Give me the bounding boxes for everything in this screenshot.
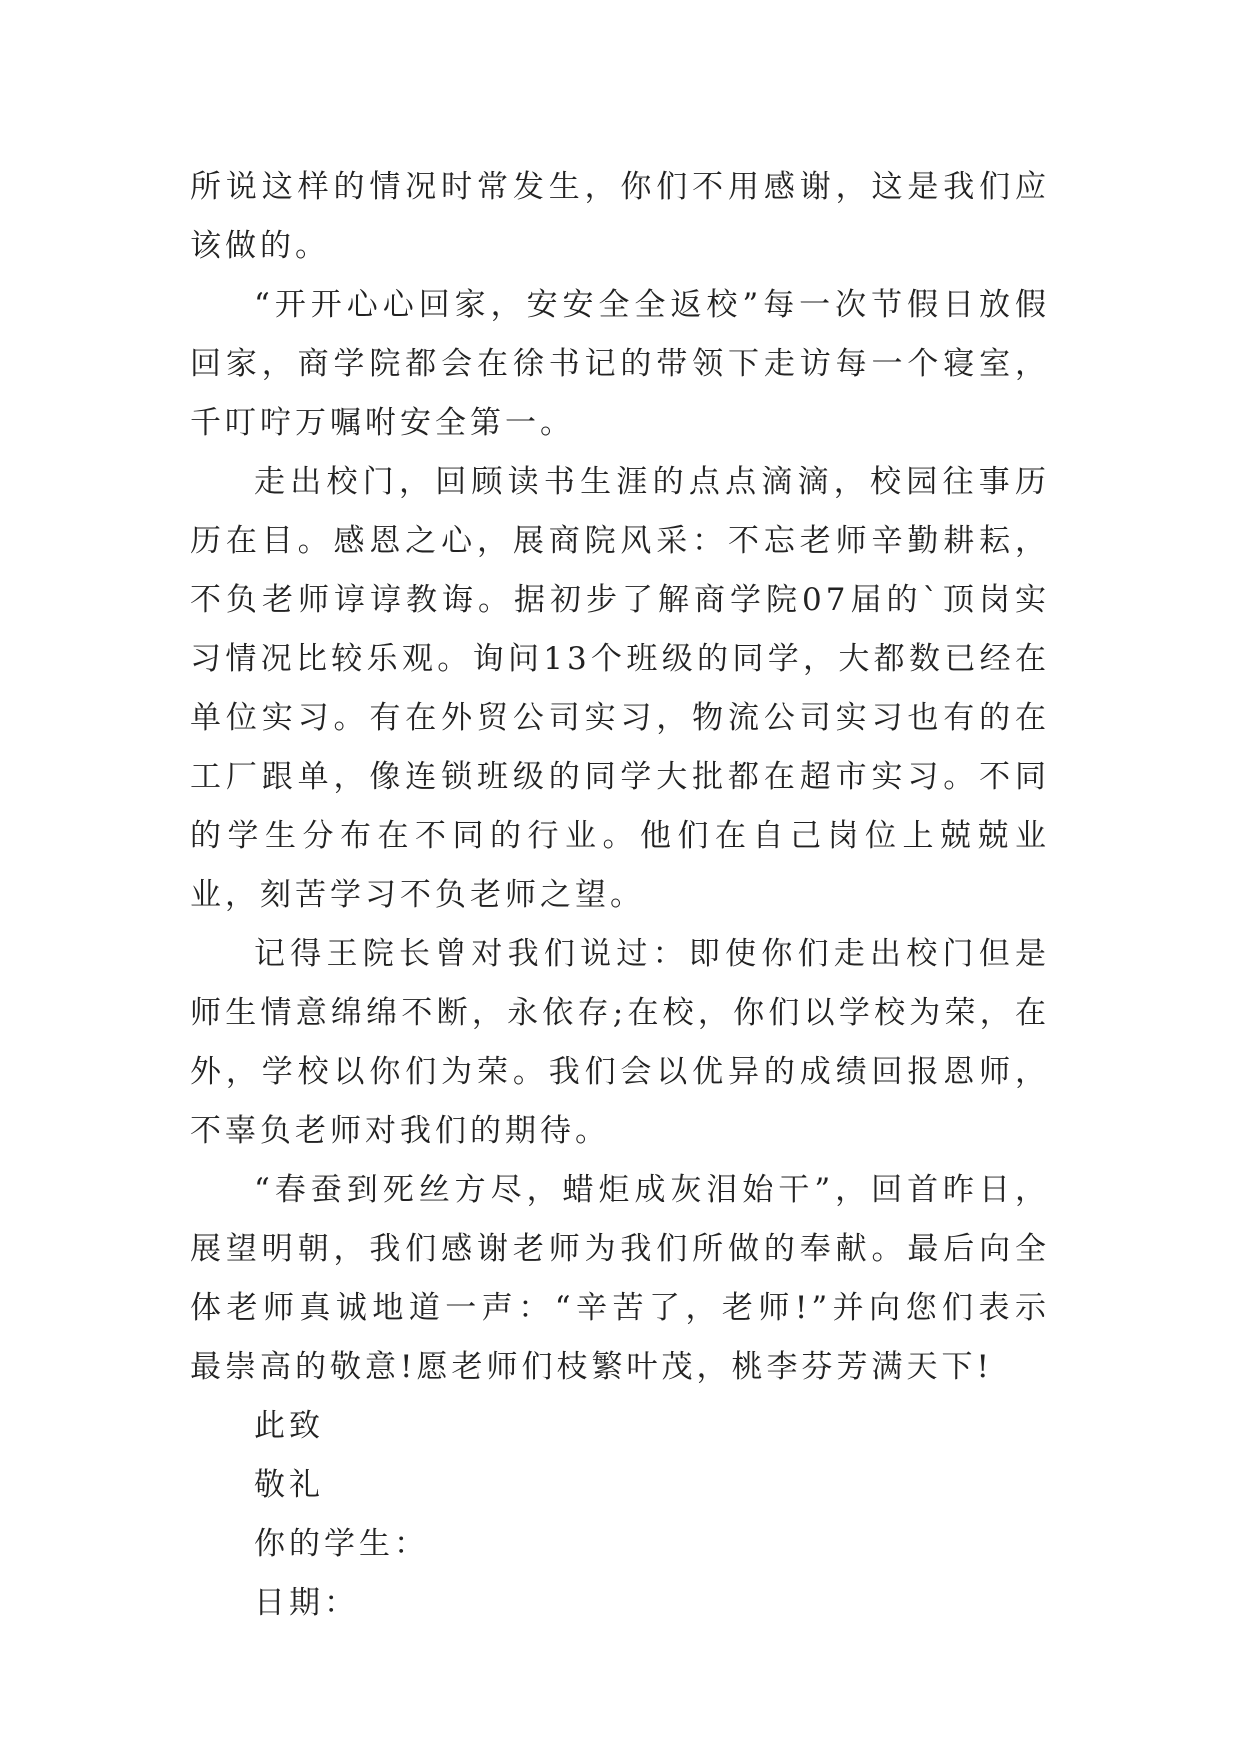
paragraph-continuation: 所说这样的情况时常发生，你们不用感谢，这是我们应该做的。	[190, 169, 1050, 264]
signature-label: 你的学生：	[254, 1526, 429, 1562]
closing-salutation-2: 敬礼	[254, 1467, 324, 1503]
paragraph-gratitude: “春蚕到死丝方尽，蜡炬成灰泪始干”，回首昨日，展望明朝，我们感谢老师为我们所做的奉献。最后向全体老师真诚地道一声：“辛苦了，老师!”并向您们表示最崇高的敬意!愿老师们枝繁叶茂，桃李芬芳满天下!	[190, 1172, 1050, 1385]
paragraph-internship: 走出校门，回顾读书生涯的点点滴滴，校园往事历历在目。感恩之心，展商院风采：不忘老师辛勤耕耘，不负老师谆谆教诲。据初步了解商学院07届的`顶岗实习情况比较乐观。询问13个班级的同学，大都数已经在单位实习。有在外贸公司实习，物流公司实习也有的在工厂跟单，像连锁班级的同学大批都在超市实习。不同的学生分布在不同的行业。他们在自己岗位上兢兢业业，刻苦学习不负老师之望。	[190, 464, 1050, 913]
date-label: 日期：	[254, 1585, 359, 1621]
paragraph-dean-words: 记得王院长曾对我们说过：即使你们走出校门但是师生情意绵绵不断，永依存;在校，你们以学校为荣，在外，学校以你们为荣。我们会以优异的成绩回报恩师，不辜负老师对我们的期待。	[190, 936, 1050, 1149]
closing-salutation-1: 此致	[254, 1408, 324, 1444]
paragraph-safety: “开开心心回家，安安全全返校”每一次节假日放假回家，商学院都会在徐书记的带领下走访每一个寝室，千叮咛万嘱咐安全第一。	[190, 287, 1050, 441]
letter-body	[190, 158, 1050, 1633]
